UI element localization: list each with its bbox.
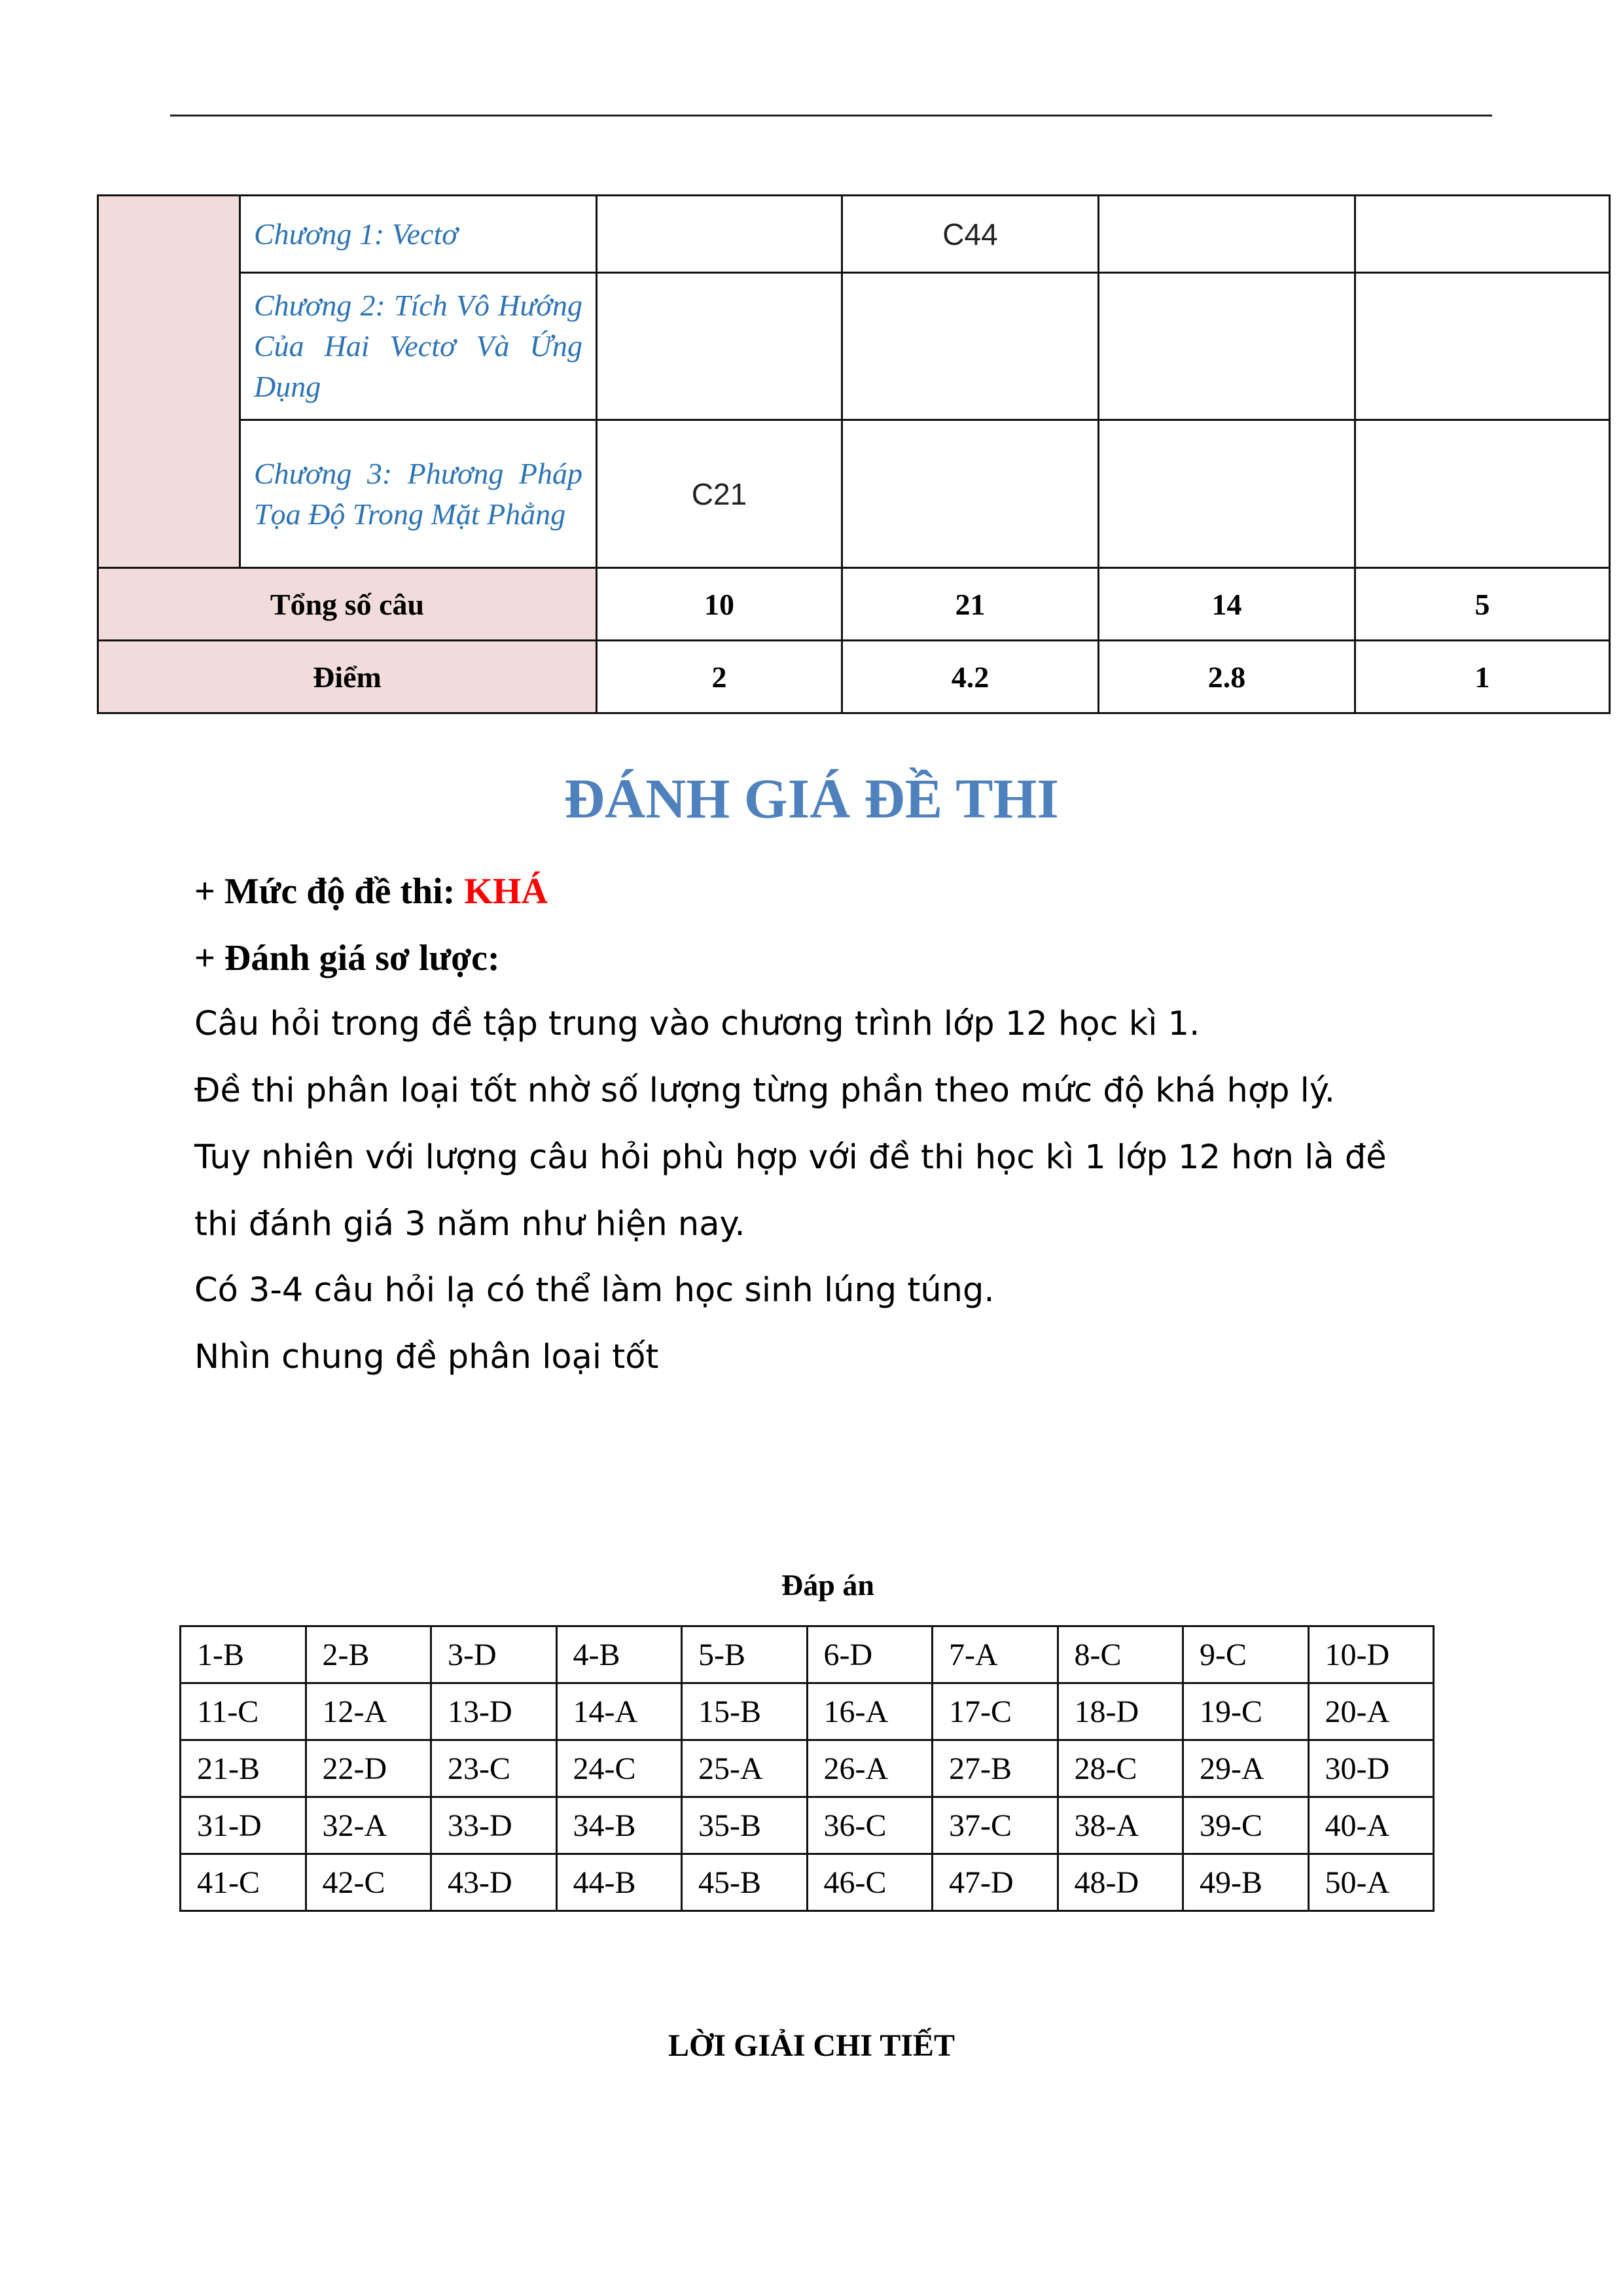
matrix-row-chapter-1 xyxy=(98,196,1610,273)
answer-key-table xyxy=(179,1625,1435,1912)
chapter-label: Chương 3: Phương Pháp Tọa Độ Trong Mặt Phẳng xyxy=(240,420,597,568)
answer-cell: 39-C xyxy=(1183,1797,1309,1854)
summary-line: thi đánh giá 3 năm như hiện nay. xyxy=(194,1205,745,1244)
level-cell xyxy=(597,196,842,273)
evaluation-title: ĐÁNH GIÁ ĐỀ THI xyxy=(564,767,1059,830)
answer-cell: 42-C xyxy=(306,1854,431,1911)
answer-cell: 32-A xyxy=(306,1797,431,1854)
score-label: Điểm xyxy=(98,641,597,713)
answer-cell: 18-D xyxy=(1058,1683,1183,1740)
answer-cell: 1-B xyxy=(181,1626,306,1683)
answer-row xyxy=(181,1683,1434,1740)
answer-row xyxy=(181,1740,1434,1797)
answer-cell: 15-B xyxy=(682,1683,808,1740)
answer-cell: 5-B xyxy=(682,1626,808,1683)
answer-cell: 17-C xyxy=(933,1683,1058,1740)
chapter-label: Chương 1: Vectơ xyxy=(240,196,597,273)
summary-line: Nhìn chung đề phân loại tốt xyxy=(194,1338,659,1376)
answer-cell: 20-A xyxy=(1308,1683,1434,1740)
answer-row xyxy=(181,1626,1434,1683)
answer-key-title: Đáp án xyxy=(781,1568,874,1602)
answer-cell: 16-A xyxy=(807,1683,933,1740)
grade-group-cell xyxy=(98,196,240,568)
answer-cell: 30-D xyxy=(1308,1740,1434,1797)
answer-cell: 8-C xyxy=(1058,1626,1183,1683)
level-cell xyxy=(842,273,1099,420)
answer-cell: 3-D xyxy=(431,1626,557,1683)
answer-cell: 45-B xyxy=(682,1854,808,1911)
matrix-total-row xyxy=(98,568,1610,641)
answer-cell: 13-D xyxy=(431,1683,557,1740)
answer-cell: 46-C xyxy=(807,1854,933,1911)
answer-cell: 34-B xyxy=(556,1797,682,1854)
total-value: 14 xyxy=(1099,568,1355,641)
answer-cell: 14-A xyxy=(556,1683,682,1740)
answer-cell: 47-D xyxy=(933,1854,1058,1911)
answer-cell: 35-B xyxy=(682,1797,808,1854)
answer-cell: 48-D xyxy=(1058,1854,1183,1911)
detailed-solution-title: LỜI GIẢI CHI TIẾT xyxy=(668,2028,955,2063)
answer-cell: 2-B xyxy=(306,1626,431,1683)
answer-cell: 36-C xyxy=(807,1797,933,1854)
answer-cell: 4-B xyxy=(556,1626,682,1683)
total-value: 21 xyxy=(842,568,1099,641)
answer-cell: 25-A xyxy=(682,1740,808,1797)
total-value: 10 xyxy=(597,568,842,641)
answer-cell: 43-D xyxy=(431,1854,557,1911)
score-value: 2 xyxy=(597,641,842,713)
matrix-row-chapter-3 xyxy=(98,420,1610,568)
summary-line: Có 3-4 câu hỏi lạ có thể làm học sinh lúng túng. xyxy=(194,1271,995,1310)
summary-line: Tuy nhiên với lượng câu hỏi phù hợp với đề thi học kì 1 lớp 12 hơn là đề xyxy=(194,1138,1387,1177)
answer-cell: 33-D xyxy=(431,1797,557,1854)
level-cell xyxy=(1099,273,1355,420)
summary-line: Đề thi phân loại tốt nhờ số lượng từng phần theo mức độ khá hợp lý. xyxy=(194,1071,1335,1110)
answer-cell: 31-D xyxy=(181,1797,306,1854)
score-value: 1 xyxy=(1355,641,1610,713)
difficulty-label: + Mức độ đề thi: xyxy=(194,871,455,912)
answer-cell: 40-A xyxy=(1308,1797,1434,1854)
answer-cell: 37-C xyxy=(933,1797,1058,1854)
total-value: 5 xyxy=(1355,568,1610,641)
score-value: 4.2 xyxy=(842,641,1099,713)
answer-cell: 21-B xyxy=(181,1740,306,1797)
answer-cell: 22-D xyxy=(306,1740,431,1797)
answer-cell: 6-D xyxy=(807,1626,933,1683)
difficulty-line xyxy=(194,870,548,912)
matrix-score-row xyxy=(98,641,1610,713)
answer-cell: 10-D xyxy=(1308,1626,1434,1683)
score-value: 2.8 xyxy=(1099,641,1355,713)
answer-row xyxy=(181,1797,1434,1854)
answer-cell: 26-A xyxy=(807,1740,933,1797)
chapter-label: Chương 2: Tích Vô Hướng Của Hai Vectơ Và Ứng Dụng xyxy=(240,273,597,420)
answer-row xyxy=(181,1854,1434,1911)
level-cell: C44 xyxy=(842,196,1099,273)
answer-cell: 44-B xyxy=(556,1854,682,1911)
answer-cell: 23-C xyxy=(431,1740,557,1797)
answer-cell: 38-A xyxy=(1058,1797,1183,1854)
level-cell xyxy=(842,420,1099,568)
answer-cell: 28-C xyxy=(1058,1740,1183,1797)
level-cell xyxy=(1099,420,1355,568)
answer-cell: 7-A xyxy=(933,1626,1058,1683)
answer-cell: 24-C xyxy=(556,1740,682,1797)
answer-cell: 29-A xyxy=(1183,1740,1309,1797)
answer-cell: 11-C xyxy=(181,1683,306,1740)
answer-cell: 49-B xyxy=(1183,1854,1309,1911)
matrix-row-chapter-2 xyxy=(98,273,1610,420)
summary-heading: + Đánh giá sơ lược: xyxy=(194,938,500,978)
answer-cell: 27-B xyxy=(933,1740,1058,1797)
total-label: Tổng số câu xyxy=(98,568,597,641)
level-cell: C21 xyxy=(597,420,842,568)
answer-cell: 50-A xyxy=(1308,1854,1434,1911)
level-cell xyxy=(1099,196,1355,273)
header-rule xyxy=(170,115,1492,117)
answer-cell: 9-C xyxy=(1183,1626,1309,1683)
answer-cell: 41-C xyxy=(181,1854,306,1911)
difficulty-value: KHÁ xyxy=(464,871,548,912)
answer-cell: 19-C xyxy=(1183,1683,1309,1740)
level-cell xyxy=(1355,420,1610,568)
exam-matrix-table xyxy=(97,194,1611,714)
level-cell xyxy=(597,273,842,420)
level-cell xyxy=(1355,196,1610,273)
answer-cell: 12-A xyxy=(306,1683,431,1740)
level-cell xyxy=(1355,273,1610,420)
summary-line: Câu hỏi trong đề tập trung vào chương trình lớp 12 học kì 1. xyxy=(194,1005,1200,1043)
